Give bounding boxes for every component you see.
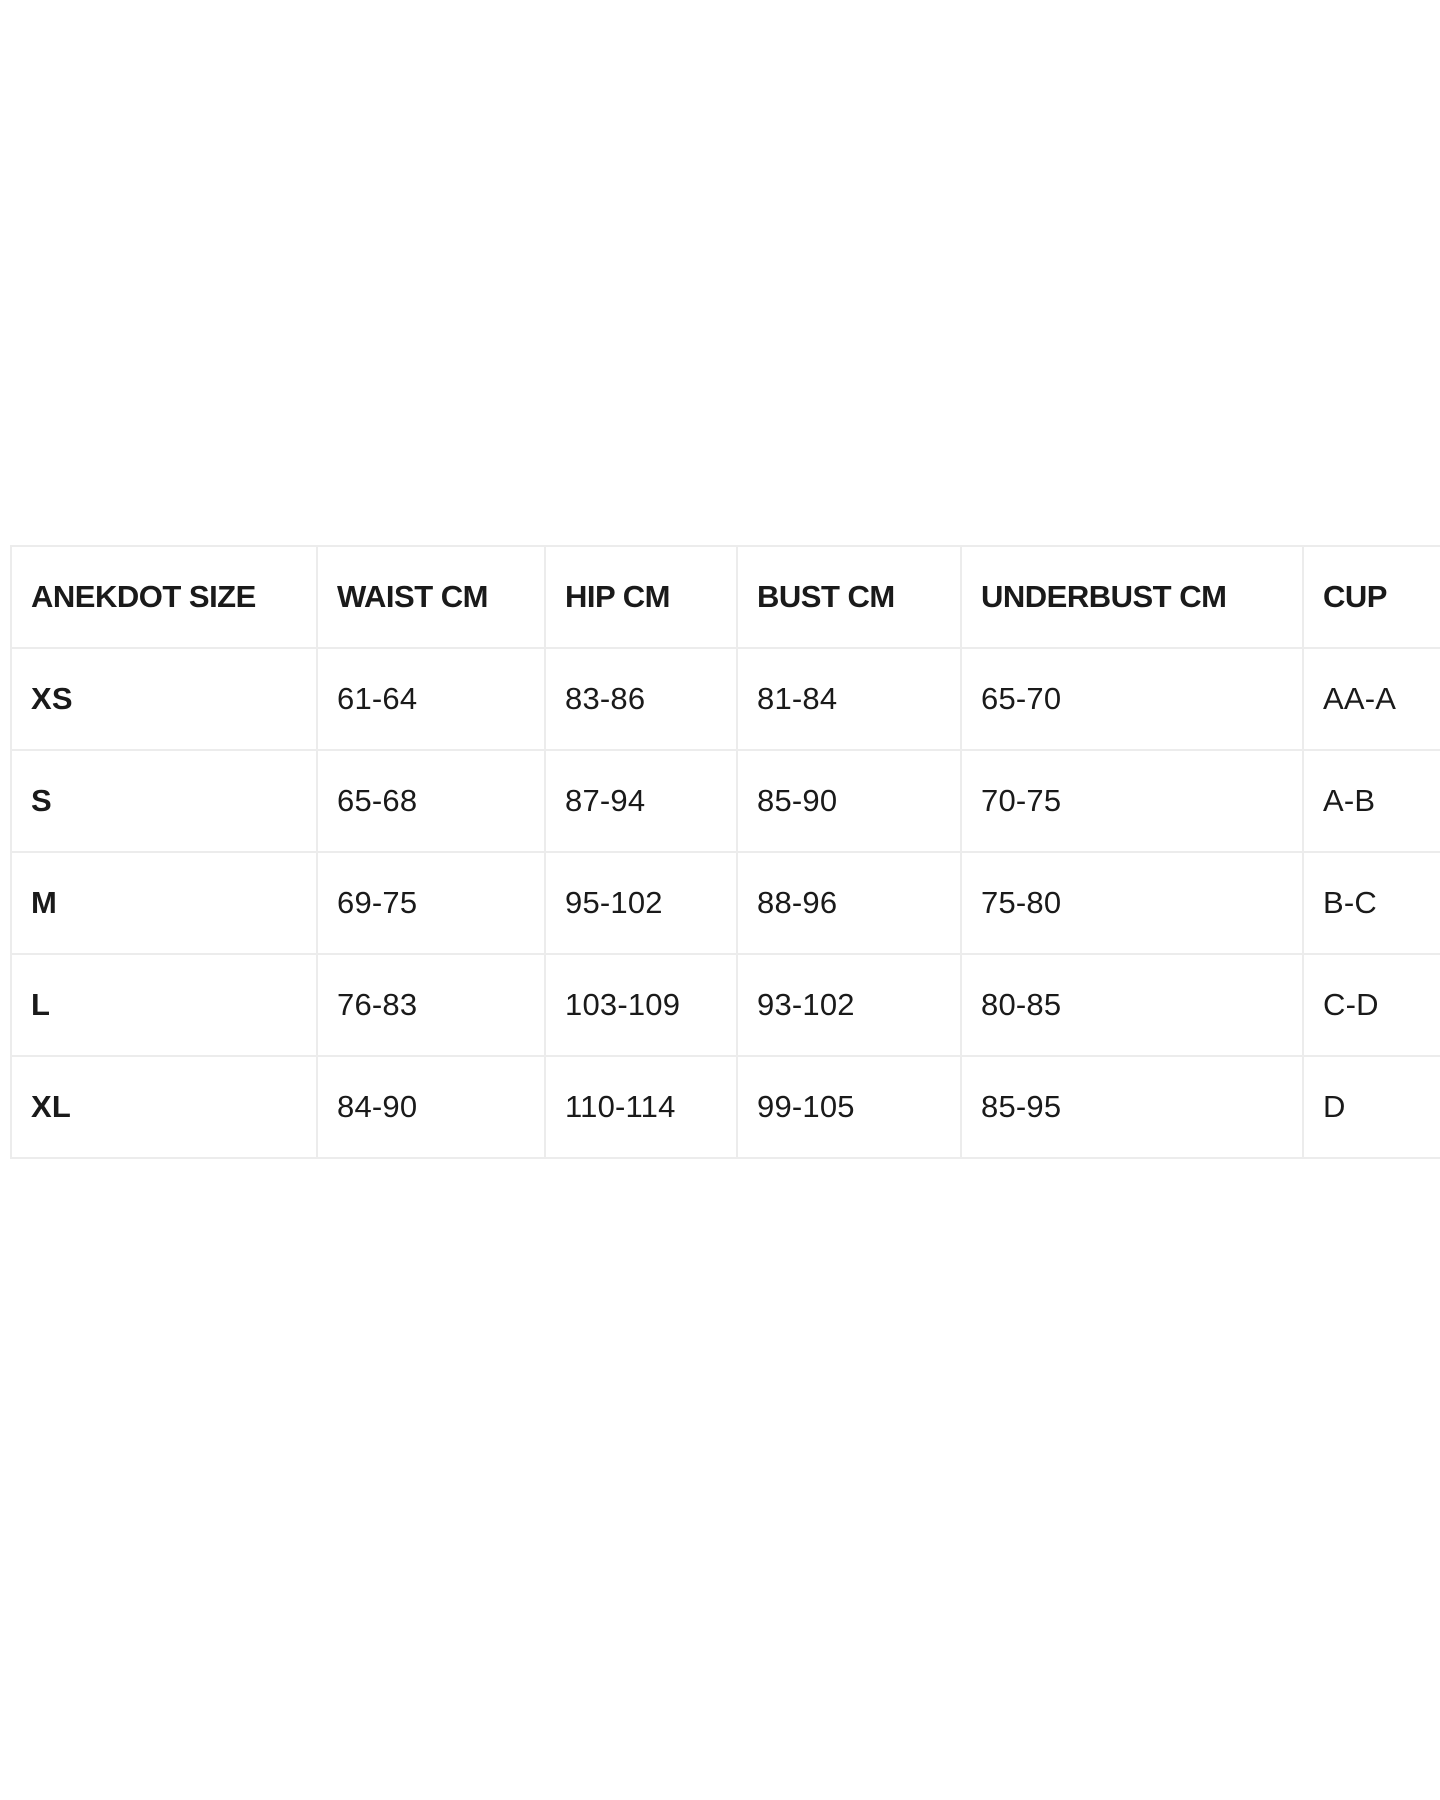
waist-cell: 76-83 [317, 954, 545, 1056]
size-cell: S [11, 750, 317, 852]
bust-cell: 81-84 [737, 648, 961, 750]
underbust-cell: 75-80 [961, 852, 1303, 954]
hip-cell: 103-109 [545, 954, 737, 1056]
bust-cell: 88-96 [737, 852, 961, 954]
header-bust: BUST CM [737, 546, 961, 648]
header-size: ANEKDOT SIZE [11, 546, 317, 648]
cup-cell: A-B [1303, 750, 1440, 852]
waist-cell: 84-90 [317, 1056, 545, 1158]
hip-cell: 87-94 [545, 750, 737, 852]
underbust-cell: 65-70 [961, 648, 1303, 750]
bust-cell: 99-105 [737, 1056, 961, 1158]
waist-cell: 65-68 [317, 750, 545, 852]
header-waist: WAIST CM [317, 546, 545, 648]
size-chart-table [10, 545, 1440, 1159]
table-header-row [11, 546, 1440, 648]
underbust-cell: 80-85 [961, 954, 1303, 1056]
cup-cell: B-C [1303, 852, 1440, 954]
waist-cell: 61-64 [317, 648, 545, 750]
header-underbust: UNDERBUST CM [961, 546, 1303, 648]
table-row [11, 750, 1440, 852]
size-cell: XL [11, 1056, 317, 1158]
header-cup: CUP [1303, 546, 1440, 648]
header-hip: HIP CM [545, 546, 737, 648]
cup-cell: AA-A [1303, 648, 1440, 750]
hip-cell: 110-114 [545, 1056, 737, 1158]
table-row [11, 852, 1440, 954]
size-cell: M [11, 852, 317, 954]
underbust-cell: 85-95 [961, 1056, 1303, 1158]
waist-cell: 69-75 [317, 852, 545, 954]
cup-cell: D [1303, 1056, 1440, 1158]
hip-cell: 83-86 [545, 648, 737, 750]
table-row [11, 1056, 1440, 1158]
size-cell: XS [11, 648, 317, 750]
table-row [11, 954, 1440, 1056]
cup-cell: C-D [1303, 954, 1440, 1056]
size-cell: L [11, 954, 317, 1056]
underbust-cell: 70-75 [961, 750, 1303, 852]
bust-cell: 85-90 [737, 750, 961, 852]
table-row [11, 648, 1440, 750]
hip-cell: 95-102 [545, 852, 737, 954]
bust-cell: 93-102 [737, 954, 961, 1056]
